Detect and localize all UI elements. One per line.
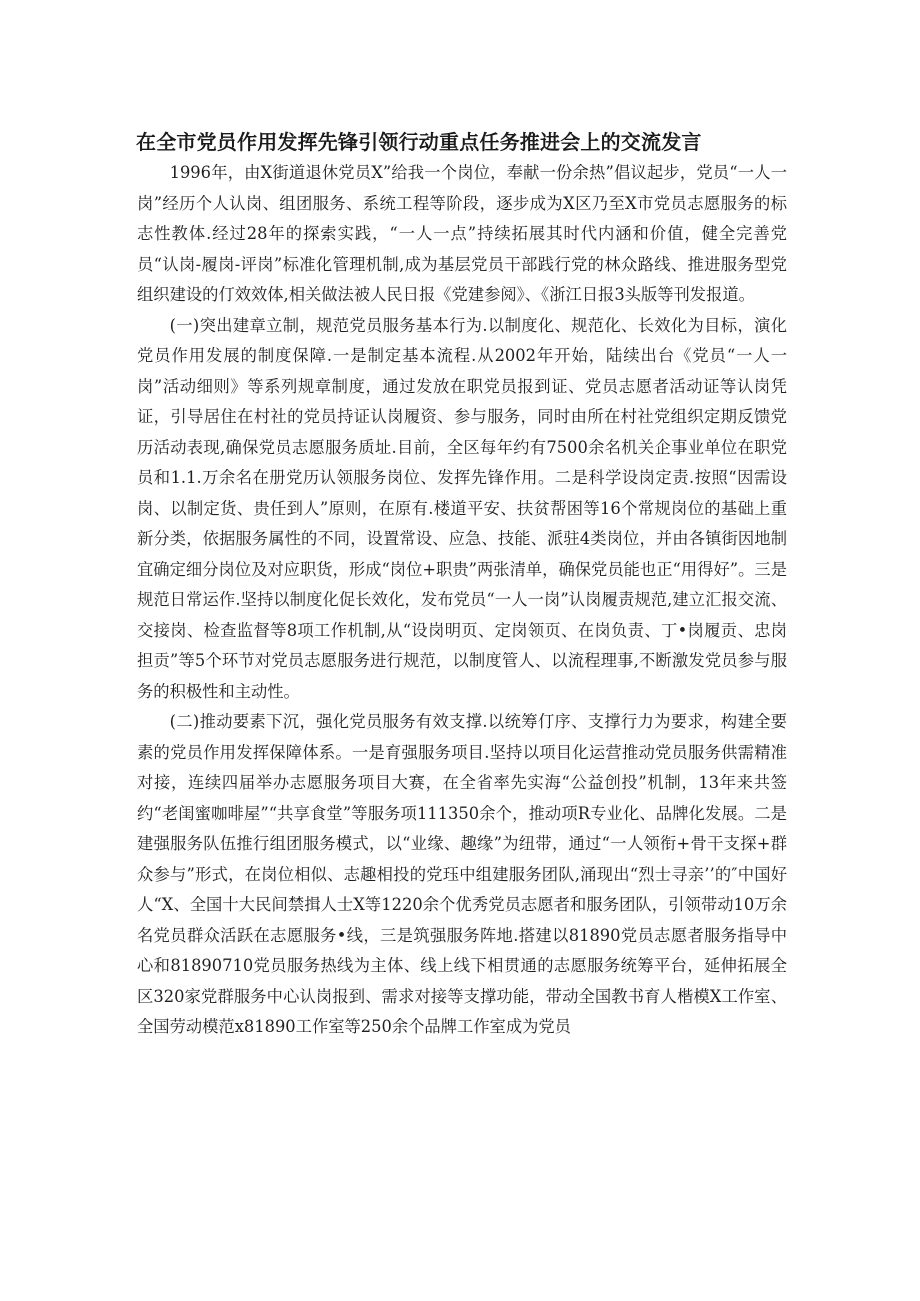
- paragraph-section-2: (二)推动要素下沉，强化党员服务有效支撑.以统筹仃序、支撑行力为要求，构建全要素的党员作用发挥保障体系。一是育强服务项目.坚持以项目化运营推动党员服务供需精准对接，连续四届举办志愿服务项目大赛，在全省率先实海“公益创投”机制，13年来共签约“老闺蜜咖啡屋”“共享食堂”等服务项111350余个，推动项R专业化、品牌化发展。二是建强服务队伍推行组团服务模式，以“业缘、趣缘”为纽带，通过“一人领衔+骨干支探+群众参与”形式，在岗位相似、志趣相投的党珏中组建服务团队,涌现出“烈士寻亲’’的″中国好人“X、全国十大民间禁揖人士X等1220余个优秀党员志愿者和服务团队，引领带动10万余名党员群众活跃在志愿服务•线，三是筑强服务阵地.搭建以81890党员志愿者服务指导中心和81890710党员服务热线为主体、线上线下相贯通的志愿服务统筹平台，延伸拓展全区320家党群服务中心认岗报到、需求对接等支撑功能，带动全国教书育人楷模X工作室、全国劳动模范x81890工作室等250余个品牌工作室成为党员: [137, 712, 787, 1036]
- paragraph-section-1: (一)突出建章立制，规范党员服务基本行为.以制度化、规范化、长效化为目标，演化党员作用发展的制度保障.一是制定基本流程.从2002年开始，陆续出台《党员“一人一岗”活动细则》等系列规章制度，通过发放在职党员报到证、党员志愿者活动证等认岗凭证，引导居住在村社的党员持证认岗履资、参与服务，同时由所在村社党组织定期反馈党历活动表现,确保党员志愿服务质址.目前，全区每年约有7500余名机关企事业单位在职党员和1.1.万余名在册党历认领服务岗位、发挥先锋作用。二是科学设岗定责.按照“因需设岗、以制定货、贵任到人”原则，在原有.楼道平安、扶贫帮困等16个常规岗位的基础上重新分类，依据服务属性的不同，设置常设、应急、技能、派驻4类岗位，并由各镇街因地制宜确定细分岗位及对应职货，形成“岗位+职贵”两张清单，确保党员能也正“用得好”。三是规范日常运作.坚持以制度化促长效化，发布党员“一人一岗”认岗履责规范,建立汇报交流、交接岗、检查监督等8项工作机制,从“设岗明页、定岗领页、在岗负责、丁•岗履贡、忠岗担贡”等5个环节对党员志愿服务进行规范，以制度管人、以流程理事,不断激发党员参与服务的积极性和主动性。: [137, 315, 787, 701]
- document-title: 在全市党员作用发挥先锋引领行动重点任务推进会上的交流发言: [136, 130, 702, 154]
- document-body: [137, 158, 787, 1043]
- paragraph-intro: 1996年，由X街道退休党员X”给我一个岗位，奉献一份余热”倡议起步，党员“一人一岗”经历个人认岗、组团服务、系统工程等阶段，逐步成为X区乃至X市党员志愿服务的标志性教体.经过28年的探索实践，“一人一点”持续拓展其时代内涵和价值，健全完善党员“认岗-履岗-评岗”标准化管理机制,成为基层党员干部践行党的林众路线、推进服务型党组织建设的仃效效体,相关做法被人民日报《党建参阅》、《浙江日报3头版等刊发报道。: [137, 163, 787, 304]
